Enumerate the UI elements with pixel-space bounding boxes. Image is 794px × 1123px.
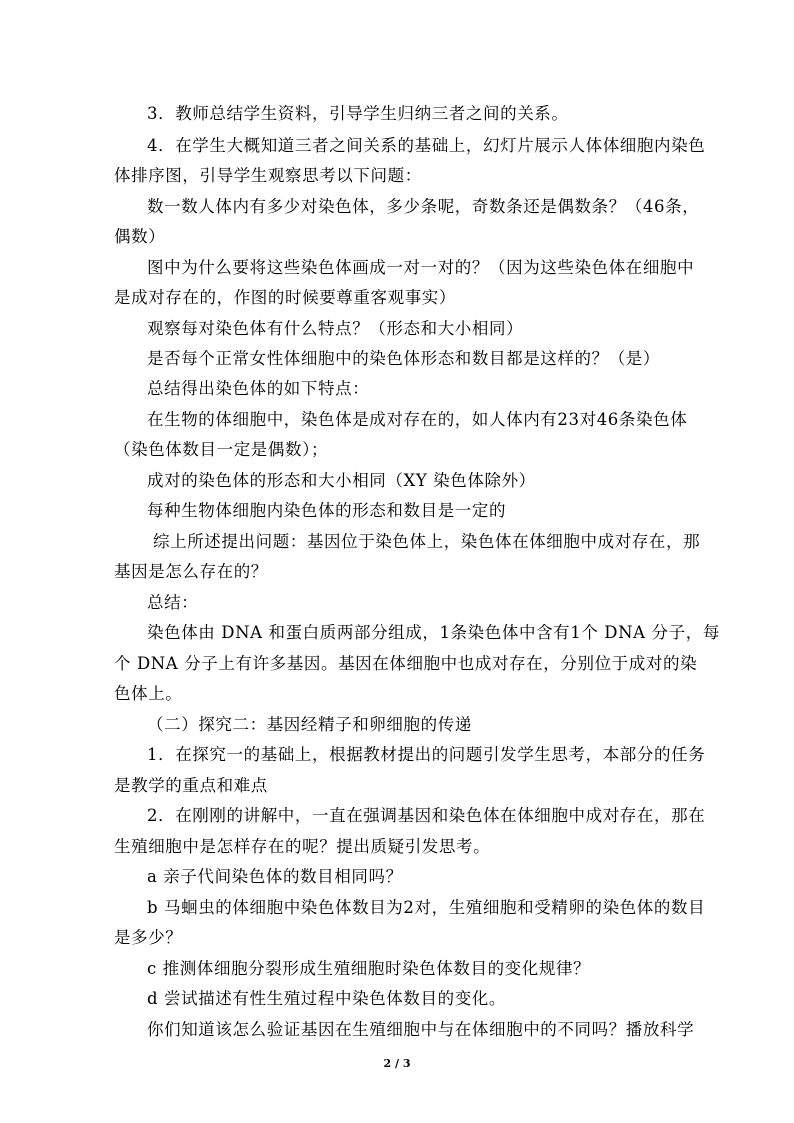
text-line: b 马蛔虫的体细胞中染色体数目为2对，生殖细胞和受精卵的染色体的数目 <box>147 898 706 917</box>
section-heading: （二）探究二：基因经精子和卵细胞的传递 <box>147 715 472 734</box>
text-line: 是成对存在的，作图的时候要尊重客观事实） <box>114 288 456 307</box>
text-line: 偶数） <box>114 227 166 246</box>
text-line: 总结： <box>147 593 199 612</box>
text-line: c 推测体细胞分裂形成生殖细胞时染色体数目的变化规律？ <box>147 959 591 978</box>
text-line: 色体上。 <box>114 684 183 703</box>
text-line: 是否每个正常女性体细胞中的染色体形态和数目都是这样的？（是） <box>147 349 660 368</box>
text-line: 体排序图，引导学生观察思考以下问题： <box>114 166 422 185</box>
text-line: 每种生物体细胞内染色体的形态和数目是一定的 <box>147 501 507 520</box>
text-line: 成对的染色体的形态和大小相同（XY 染色体除外） <box>147 471 536 490</box>
text-line: 生殖细胞中是怎样存在的呢？提出质疑引发思考。 <box>114 837 491 856</box>
text-line: 1．在探究一的基础上，根据教材提出的问题引发学生思考，本部分的任务 <box>147 745 706 764</box>
text-line: 在生物的体细胞中，染色体是成对存在的，如人体内有23对46条染色体 <box>147 410 688 429</box>
text-line: a 亲子代间染色体的数目相同吗？ <box>147 867 403 886</box>
text-line: 3．教师总结学生资料，引导学生归纳三者之间的关系。 <box>147 104 569 123</box>
text-line: 是教学的重点和难点 <box>114 776 268 795</box>
text-line: 数一数人体内有多少对染色体，多少条呢，奇数条还是偶数条？（46条， <box>147 197 700 216</box>
text-line: 基因是怎么存在的？ <box>114 562 268 581</box>
text-line: 你们知道该怎么验证基因在生殖细胞中与在体细胞中的不同吗？播放科学 <box>147 1020 695 1039</box>
text-line: 染色体由 DNA 和蛋白质两部分组成，1条染色体中含有1个 DNA 分子，每 <box>147 623 720 642</box>
text-line: 观察每对染色体有什么特点？（形态和大小相同） <box>147 319 524 338</box>
text-line: 图中为什么要将这些染色体画成一对一对的？（因为这些染色体在细胞中 <box>147 258 695 277</box>
text-line: 综上所述提出问题：基因位于染色体上，染色体在体细胞中成对存在，那 <box>153 532 701 551</box>
text-line: （染色体数目一定是偶数）； <box>114 440 329 459</box>
text-line: 4．在学生大概知道三者之间关系的基础上，幻灯片展示人体体细胞内染色 <box>147 136 706 155</box>
page-number: 2 / 3 <box>383 1057 411 1070</box>
text-line: 总结得出染色体的如下特点： <box>147 379 370 398</box>
text-line: 2．在刚刚的讲解中，一直在强调基因和染色体在体细胞中成对存在，那在 <box>147 806 706 825</box>
text-line: 个 DNA 分子上有许多基因。基因在体细胞中也成对存在，分别位于成对的染 <box>114 654 698 673</box>
text-line: d 尝试描述有性生殖过程中染色体数目的变化。 <box>147 989 507 1008</box>
text-line: 是多少？ <box>114 928 183 947</box>
